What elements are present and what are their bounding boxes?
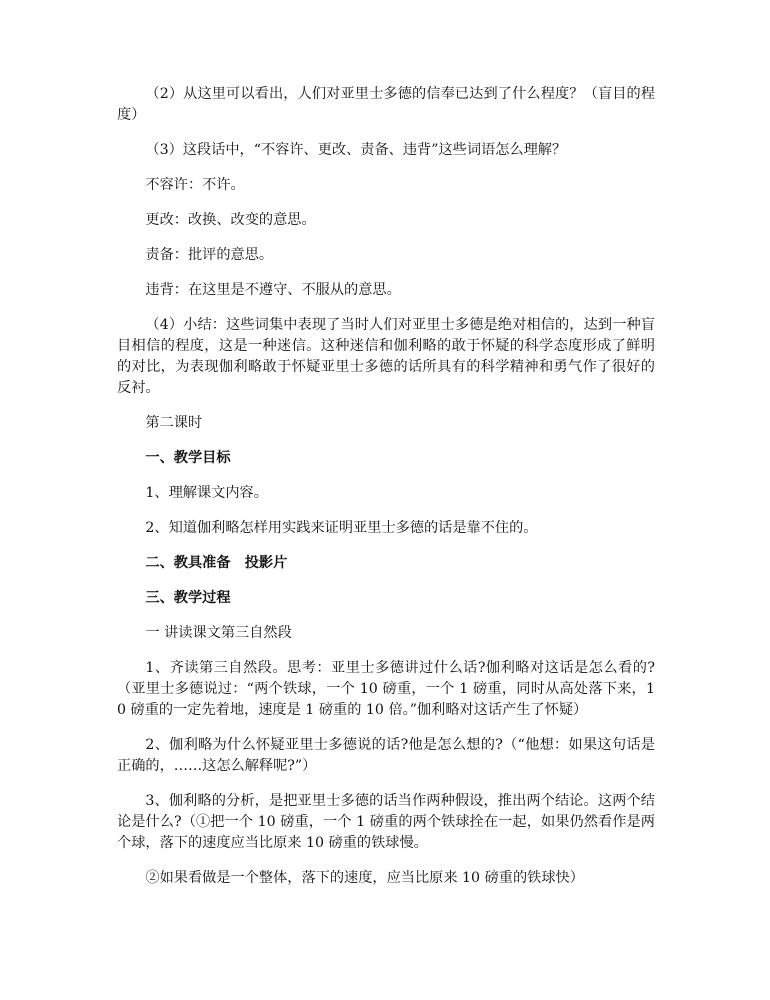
goal-2-paragraph: 2、知道伽利略怎样用实践来证明亚里士多德的话是靠不住的。 bbox=[145, 520, 538, 536]
lesson-2-heading: 第二课时 bbox=[145, 415, 203, 431]
teaching-process-heading: 三、教学过程 bbox=[145, 590, 231, 606]
definition-weibei: 违背：在这里是不遵守、不服从的意思。 bbox=[145, 282, 401, 298]
question-3-paragraph: （3）这段话中，“不容许、更改、责备、违背”这些词语怎么理解？ bbox=[145, 142, 567, 158]
teaching-aids-heading: 二、教具准备 投影片 bbox=[145, 555, 288, 571]
definition-genggai: 更改：改换、改变的意思。 bbox=[145, 212, 316, 228]
definition-zebei: 责备：批评的意思。 bbox=[145, 247, 274, 263]
goal-1-paragraph: 1、理解课文内容。 bbox=[145, 485, 268, 501]
section-1-heading: 一 讲读课文第三自然段 bbox=[145, 625, 292, 641]
step-3-paragraph: 3、伽利略的分析，是把亚里士多德的话当作两种假设，推出两个结论。这两个结论是什么?（①把一个 10 磅重，一个 1 磅重的两个铁球拴在一起，如果仍然看作是两个球，落下的速度应当比原来 10 磅重的铁球慢。 bbox=[117, 793, 655, 851]
step-3-second-conclusion: ②如果看做是一个整体，落下的速度，应当比原来 10 磅重的铁球快） bbox=[145, 870, 584, 886]
summary-paragraph: （4）小结：这些词集中表现了当时人们对亚里士多德是绝对相信的，达到一种盲目相信的程度，这是一种迷信。这种迷信和伽利略的敢于怀疑的科学态度形成了鲜明的对比，为表现伽利略敢于怀疑亚里士多德的话所具有的科学精神和勇气作了很好的反衬。 bbox=[117, 317, 655, 396]
document-body bbox=[117, 84, 655, 903]
teaching-goals-heading: 一、教学目标 bbox=[145, 450, 231, 466]
step-2-paragraph: 2、伽利略为什么怀疑亚里士多德说的话?他是怎么想的?（“他想：如果这句话是正确的，……这怎么解释呢?”） bbox=[117, 737, 655, 774]
question-2-paragraph: （2）从这里可以看出，人们对亚里士多德的信奉已达到了什么程度？（盲目的程度） bbox=[117, 86, 655, 123]
step-1-paragraph: 1、齐读第三自然段。思考：亚里士多德讲过什么话?伽利略对这话是怎么看的?（亚里士多德说过：“两个铁球，一个 10 磅重，一个 1 磅重，同时从高处落下来，10 磅重的一定先着地，速度是 1 磅重的 10 倍。”伽利略对这话产生了怀疑） bbox=[117, 660, 655, 718]
definition-buronxu: 不容许：不许。 bbox=[145, 177, 245, 193]
